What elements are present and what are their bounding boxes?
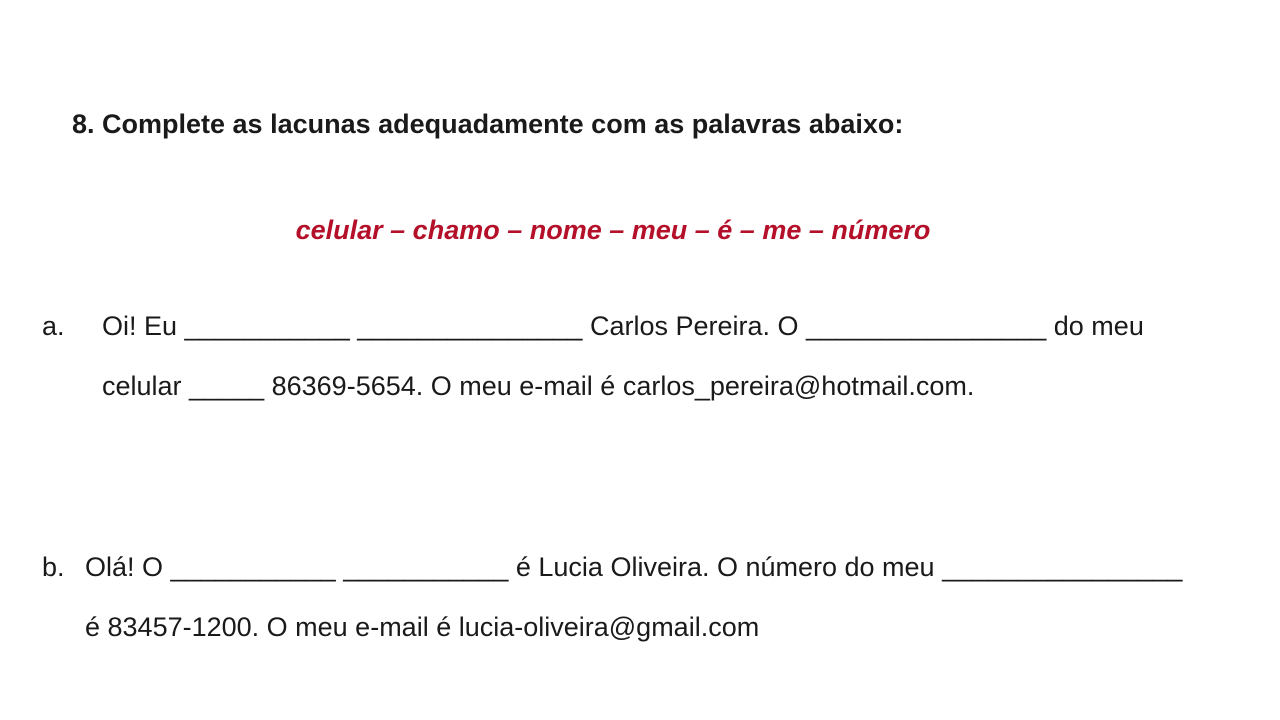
item-a-line-1: Oi! Eu ___________ _______________ Carlos Pereira. O ________________ do meu: [102, 311, 1144, 341]
item-a-marker: a.: [42, 311, 65, 341]
item-b-marker: b.: [42, 552, 65, 582]
item-b-line-2: é 83457-1200. O meu e-mail é lucia-oliveira@gmail.com: [85, 612, 760, 642]
item-b-line-1: Olá! O ___________ ___________ é Lucia Oliveira. O número do meu ________________: [85, 552, 1183, 582]
item-a-line-2: celular _____ 86369-5654. O meu e-mail é carlos_pereira@hotmail.com.: [102, 371, 975, 401]
question-title: 8. Complete as lacunas adequadamente com as palavras abaixo:: [72, 109, 904, 139]
word-bank: celular – chamo – nome – meu – é – me – número: [295, 215, 931, 245]
